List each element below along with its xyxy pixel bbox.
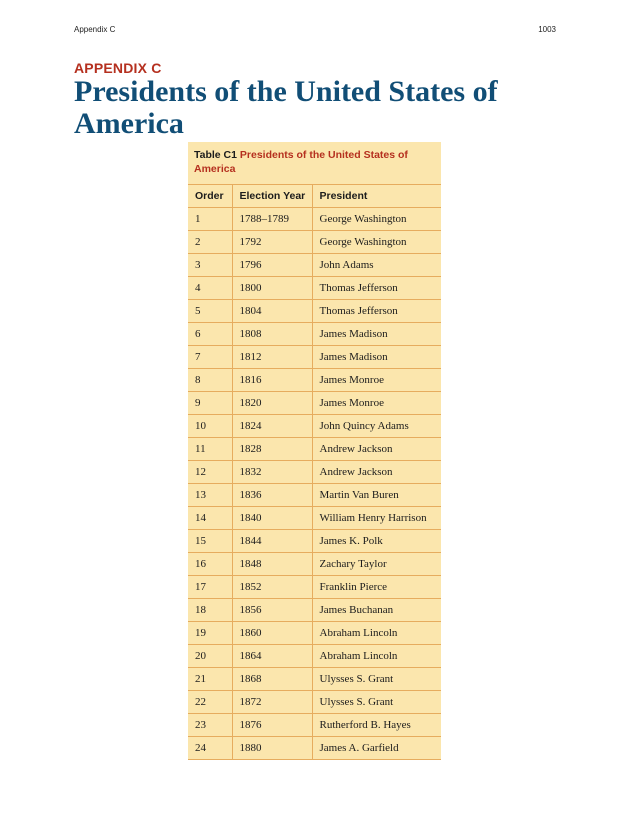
cell-election-year: 1828	[232, 438, 312, 461]
cell-election-year: 1808	[232, 323, 312, 346]
table-row	[188, 231, 441, 254]
cell-order: 17	[188, 576, 232, 599]
cell-order: 6	[188, 323, 232, 346]
table-row	[188, 622, 441, 645]
cell-president: George Washington	[312, 231, 441, 254]
cell-election-year: 1856	[232, 599, 312, 622]
cell-election-year: 1848	[232, 553, 312, 576]
table-row	[188, 346, 441, 369]
cell-order: 5	[188, 300, 232, 323]
cell-president: Andrew Jackson	[312, 438, 441, 461]
cell-election-year: 1812	[232, 346, 312, 369]
cell-president: Abraham Lincoln	[312, 645, 441, 668]
cell-order: 21	[188, 668, 232, 691]
cell-president: Franklin Pierce	[312, 576, 441, 599]
table-row	[188, 599, 441, 622]
table-row	[188, 415, 441, 438]
cell-election-year: 1792	[232, 231, 312, 254]
table-caption	[188, 142, 441, 184]
table-row	[188, 737, 441, 760]
cell-election-year: 1816	[232, 369, 312, 392]
cell-election-year: 1796	[232, 254, 312, 277]
table-header-row	[188, 185, 441, 208]
table-row	[188, 369, 441, 392]
table-row	[188, 208, 441, 231]
column-header-election-year: Election Year	[232, 185, 312, 208]
cell-president: John Quincy Adams	[312, 415, 441, 438]
cell-election-year: 1824	[232, 415, 312, 438]
page-title: Presidents of the United States of America	[74, 75, 498, 140]
table-row	[188, 576, 441, 599]
cell-president: James Monroe	[312, 392, 441, 415]
cell-president: James Madison	[312, 346, 441, 369]
cell-order: 8	[188, 369, 232, 392]
table-row	[188, 438, 441, 461]
running-header: Appendix C	[74, 25, 116, 34]
table-row	[188, 691, 441, 714]
cell-order: 3	[188, 254, 232, 277]
cell-order: 9	[188, 392, 232, 415]
cell-president: James Monroe	[312, 369, 441, 392]
cell-order: 14	[188, 507, 232, 530]
appendix-label: APPENDIX C	[74, 60, 162, 76]
cell-president: James A. Garfield	[312, 737, 441, 760]
table-row	[188, 645, 441, 668]
cell-president: Martin Van Buren	[312, 484, 441, 507]
cell-president: Zachary Taylor	[312, 553, 441, 576]
table-caption-title: Presidents of the United States of America	[194, 149, 408, 175]
cell-order: 23	[188, 714, 232, 737]
cell-president: Thomas Jefferson	[312, 300, 441, 323]
cell-election-year: 1876	[232, 714, 312, 737]
table-row	[188, 553, 441, 576]
cell-election-year: 1844	[232, 530, 312, 553]
cell-president: William Henry Harrison	[312, 507, 441, 530]
cell-order: 22	[188, 691, 232, 714]
table-row	[188, 277, 441, 300]
table-row	[188, 530, 441, 553]
cell-election-year: 1836	[232, 484, 312, 507]
table-caption-label: Table C1	[194, 149, 237, 161]
cell-president: Ulysses S. Grant	[312, 691, 441, 714]
cell-president: Rutherford B. Hayes	[312, 714, 441, 737]
cell-order: 12	[188, 461, 232, 484]
cell-president: John Adams	[312, 254, 441, 277]
cell-election-year: 1840	[232, 507, 312, 530]
cell-order: 4	[188, 277, 232, 300]
table-row	[188, 300, 441, 323]
cell-president: Abraham Lincoln	[312, 622, 441, 645]
cell-order: 1	[188, 208, 232, 231]
page-number: 1003	[538, 25, 556, 34]
table-row	[188, 392, 441, 415]
table-row	[188, 484, 441, 507]
cell-order: 19	[188, 622, 232, 645]
cell-election-year: 1788–1789	[232, 208, 312, 231]
cell-order: 11	[188, 438, 232, 461]
table-row	[188, 668, 441, 691]
cell-order: 20	[188, 645, 232, 668]
table-row	[188, 323, 441, 346]
presidents-table	[188, 142, 441, 760]
cell-order: 18	[188, 599, 232, 622]
cell-election-year: 1864	[232, 645, 312, 668]
cell-election-year: 1800	[232, 277, 312, 300]
table-row	[188, 507, 441, 530]
cell-election-year: 1868	[232, 668, 312, 691]
cell-order: 2	[188, 231, 232, 254]
cell-election-year: 1852	[232, 576, 312, 599]
cell-election-year: 1880	[232, 737, 312, 760]
cell-order: 13	[188, 484, 232, 507]
cell-election-year: 1820	[232, 392, 312, 415]
cell-order: 16	[188, 553, 232, 576]
cell-order: 24	[188, 737, 232, 760]
cell-president: James K. Polk	[312, 530, 441, 553]
cell-order: 15	[188, 530, 232, 553]
table-row	[188, 461, 441, 484]
cell-president: George Washington	[312, 208, 441, 231]
cell-election-year: 1860	[232, 622, 312, 645]
cell-president: Andrew Jackson	[312, 461, 441, 484]
cell-president: Ulysses S. Grant	[312, 668, 441, 691]
table-grid	[188, 184, 441, 760]
cell-president: James Buchanan	[312, 599, 441, 622]
cell-president: Thomas Jefferson	[312, 277, 441, 300]
table-row	[188, 254, 441, 277]
cell-election-year: 1804	[232, 300, 312, 323]
cell-order: 7	[188, 346, 232, 369]
column-header-order: Order	[188, 185, 232, 208]
cell-election-year: 1872	[232, 691, 312, 714]
cell-order: 10	[188, 415, 232, 438]
column-header-president: President	[312, 185, 441, 208]
cell-election-year: 1832	[232, 461, 312, 484]
cell-president: James Madison	[312, 323, 441, 346]
table-row	[188, 714, 441, 737]
